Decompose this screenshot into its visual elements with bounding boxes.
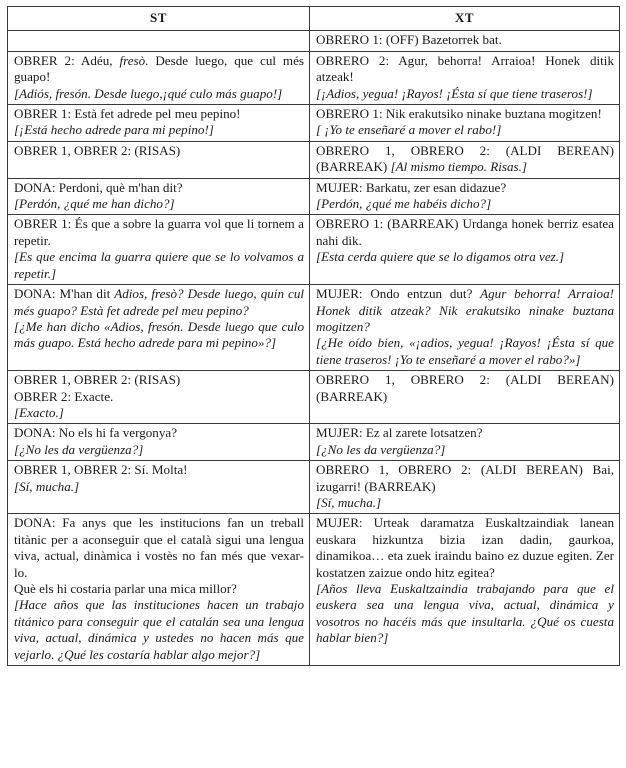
translation-text: [Es que encima la guarra quiere que se lo volvamos a repetir.] <box>14 249 304 281</box>
dialogue-segment: Adios, fresò? Desde luego, quin cul més guapo? Està fet adrede pel meu pepino? <box>14 286 305 318</box>
dialogue-line <box>316 286 614 335</box>
dialogue-text: OBRER 2: Exacte. <box>14 388 114 404</box>
dialogue-line <box>14 515 304 581</box>
dialogue-line <box>316 180 614 196</box>
dialogue-line <box>14 53 304 86</box>
table-row <box>8 285 620 371</box>
dialogue-segment: OBRER 2: Adéu, <box>14 52 120 68</box>
dialogue-line <box>316 216 614 249</box>
dialogue-segment: MUJER: Ondo entzun dut? <box>316 286 481 302</box>
source-text-cell <box>8 105 310 142</box>
source-text-cell <box>8 215 310 285</box>
source-text-cell <box>8 31 310 51</box>
target-text-cell <box>310 141 620 178</box>
table-row <box>8 461 620 514</box>
dialogue-line <box>316 143 614 176</box>
dialogue-text: MUJER: Ez al zarete lotsatzen? <box>316 425 483 441</box>
dialogue-text: MUJER: Urteak daramatza Euskaltzaindiak lanean euskara hizkuntza bizia izan dadin, gaurkoa, dinamikoa… eta zuek iraindu baino ez duzue egiten. Zer kostatzen zaizue ondo hitz egitea? <box>316 515 614 580</box>
translation-text: [¿No les da vergüenza?] <box>14 441 144 457</box>
dialogue-line <box>316 32 614 48</box>
translation-text: [¡Adios, yegua! ¡Rayos! ¡Ésta sí que tiene traseros!] <box>316 85 593 101</box>
translation-text: [¿Me han dicho «Adios, fresón. Desde luego que culo más guapo. Está hecho adrede para mi pepino»?] <box>14 318 304 351</box>
dialogue-text: OBRERO 1, OBRERO 2: (ALDI BEREAN) (BARREAK) <box>316 142 614 175</box>
dialogue-text: OBRERO 2: Agur, behorra! Arraioa! Honek ditik atzeak! <box>316 52 614 85</box>
translation-text: [ ¡Yo te enseñaré a mover el rabo!] <box>316 122 502 138</box>
dialogue-line <box>14 106 304 122</box>
dialogue-line <box>14 143 304 159</box>
table-header-row <box>8 7 620 31</box>
dialogue-text: OBRER 1, OBRER 2: Sí. Molta! <box>14 462 188 478</box>
dialogue-segment: DONA: M'han dit <box>14 286 115 302</box>
dialogue-text: MUJER: Barkatu, zer esan didazue? <box>316 179 507 195</box>
table-row <box>8 371 620 424</box>
table-row <box>8 514 620 666</box>
header-xt: XT <box>310 7 620 31</box>
table-row <box>8 424 620 461</box>
target-text-cell <box>310 285 620 371</box>
dialogue-line <box>14 180 304 196</box>
translation-text: [Adiós, fresón. Desde luego,¡qué culo más guapo!] <box>14 85 283 101</box>
target-text-cell <box>310 461 620 514</box>
source-text-cell <box>8 461 310 514</box>
dialogue-line <box>316 106 614 122</box>
target-text-cell <box>310 105 620 142</box>
dialogue-line <box>14 462 304 478</box>
target-text-cell <box>310 424 620 461</box>
dialogue-text: OBRERO 1: (OFF) Bazetorrek bat. <box>316 32 502 48</box>
target-text-cell <box>310 215 620 285</box>
dialogue-text: DONA: Perdoni, què m'han dit? <box>14 179 183 195</box>
header-st: ST <box>8 7 310 31</box>
dialogue-segment: Agur behorra! Arraioa! Honek ditik atzeak? Nik erakutsiko ninake buztana mogitzen? <box>316 286 614 334</box>
dialogue-line <box>316 372 614 405</box>
dialogue-line <box>14 372 304 388</box>
table-row <box>8 178 620 215</box>
dialogue-text: OBRERO 1, OBRERO 2: (ALDI BEREAN) (BARREAK) <box>316 372 614 404</box>
dialogue-line <box>316 53 614 86</box>
dialogue-text: OBRER 1: Està fet adrede pel meu pepino! <box>14 106 241 122</box>
translation-text: [Al mismo tiempo. Risas.] <box>390 159 527 175</box>
translation-text: [Sí, mucha.] <box>14 478 80 494</box>
dialogue-text: OBRER 1, OBRER 2: (RISAS) <box>14 372 181 388</box>
target-text-cell <box>310 514 620 666</box>
translation-text: [Años lleva Euskaltzaindia trabajando para que el euskera sea una lengua viva, actual, dinámica y vosotros no hacéis más que insultarla. ¿Qué os cuesta hablar bien?] <box>316 581 614 646</box>
table-row <box>8 141 620 178</box>
dialogue-line <box>316 462 614 495</box>
dialogue-text: OBRERO 1, OBRERO 2: (ALDI BEREAN) Bai, izugarri! (BARREAK) <box>316 462 614 494</box>
dialogue-segment: . Desde luego, que cul més guapo! <box>14 52 304 85</box>
dialogue-text: Què els hi costaria parlar una mica millor? <box>14 581 237 596</box>
table-body <box>8 31 620 666</box>
dialogue-text: DONA: No els hi fa vergonya? <box>14 425 178 441</box>
source-text-cell <box>8 285 310 371</box>
dialogue-text: OBRER 1, OBRER 2: (RISAS) <box>14 142 181 158</box>
source-text-cell <box>8 178 310 215</box>
table-row <box>8 215 620 285</box>
translation-text: [¡Está hecho adrede para mi pepino!] <box>14 122 214 138</box>
target-text-cell <box>310 371 620 424</box>
dialogue-text: OBRER 1: És que a sobre la guarra vol que li tornem a repetir. <box>14 216 304 248</box>
source-text-cell <box>8 514 310 666</box>
dialogue-line <box>14 581 304 597</box>
dialogue-line <box>14 425 304 441</box>
source-text-cell <box>8 424 310 461</box>
dialogue-text: OBRERO 1: Nik erakutsiko ninake buztana mogitzen! <box>316 106 602 122</box>
translation-text: [¿He oído bien, «¡adios, yegua! ¡Rayos! ¡Ésta sí que tiene traseros! ¡Yo te enseñaré a mover el rabo?»] <box>316 335 614 367</box>
source-text-cell <box>8 51 310 104</box>
table-row <box>8 31 620 51</box>
translation-text: [Exacto.] <box>14 404 64 420</box>
dialogue-line <box>316 425 614 441</box>
target-text-cell <box>310 178 620 215</box>
translation-text: [¿No les da vergüenza?] <box>316 441 446 457</box>
translation-text: [Esta cerda quiere que se lo digamos otra vez.] <box>316 249 565 265</box>
source-text-cell <box>8 371 310 424</box>
translation-text: [Perdón, ¿qué me habéis dicho?] <box>316 196 492 212</box>
translation-text: [Sí, mucha.] <box>316 494 382 510</box>
target-text-cell <box>310 31 620 51</box>
translation-text: [Hace años que las instituciones hacen un trabajo titánico para conseguir que el catalán sea una lengua viva, actual, dinámica y ustedes no hacen más que vejarlo. ¿Qué les costaría hablar algo mejor?] <box>14 597 304 662</box>
dialogue-segment: fresò <box>119 52 146 68</box>
target-text-cell <box>310 51 620 104</box>
table-row <box>8 51 620 104</box>
translation-text: [Perdón, ¿qué me han dicho?] <box>14 196 175 212</box>
dialogue-text: OBRERO 1: (BARREAK) Urdanga honek berriz esatea nahi dik. <box>316 216 614 248</box>
dialogue-line <box>14 286 304 319</box>
translation-table <box>7 6 620 666</box>
source-text-cell <box>8 141 310 178</box>
dialogue-line <box>14 216 304 249</box>
dialogue-text: DONA: Fa anys que les institucions fan un treball titànic per a aconseguir que el català sigui una lengua viva, actual, dinàmica i vostès no fan més que vexar-lo. <box>14 515 304 580</box>
dialogue-line <box>316 515 614 581</box>
dialogue-line <box>14 389 304 405</box>
table-row <box>8 105 620 142</box>
